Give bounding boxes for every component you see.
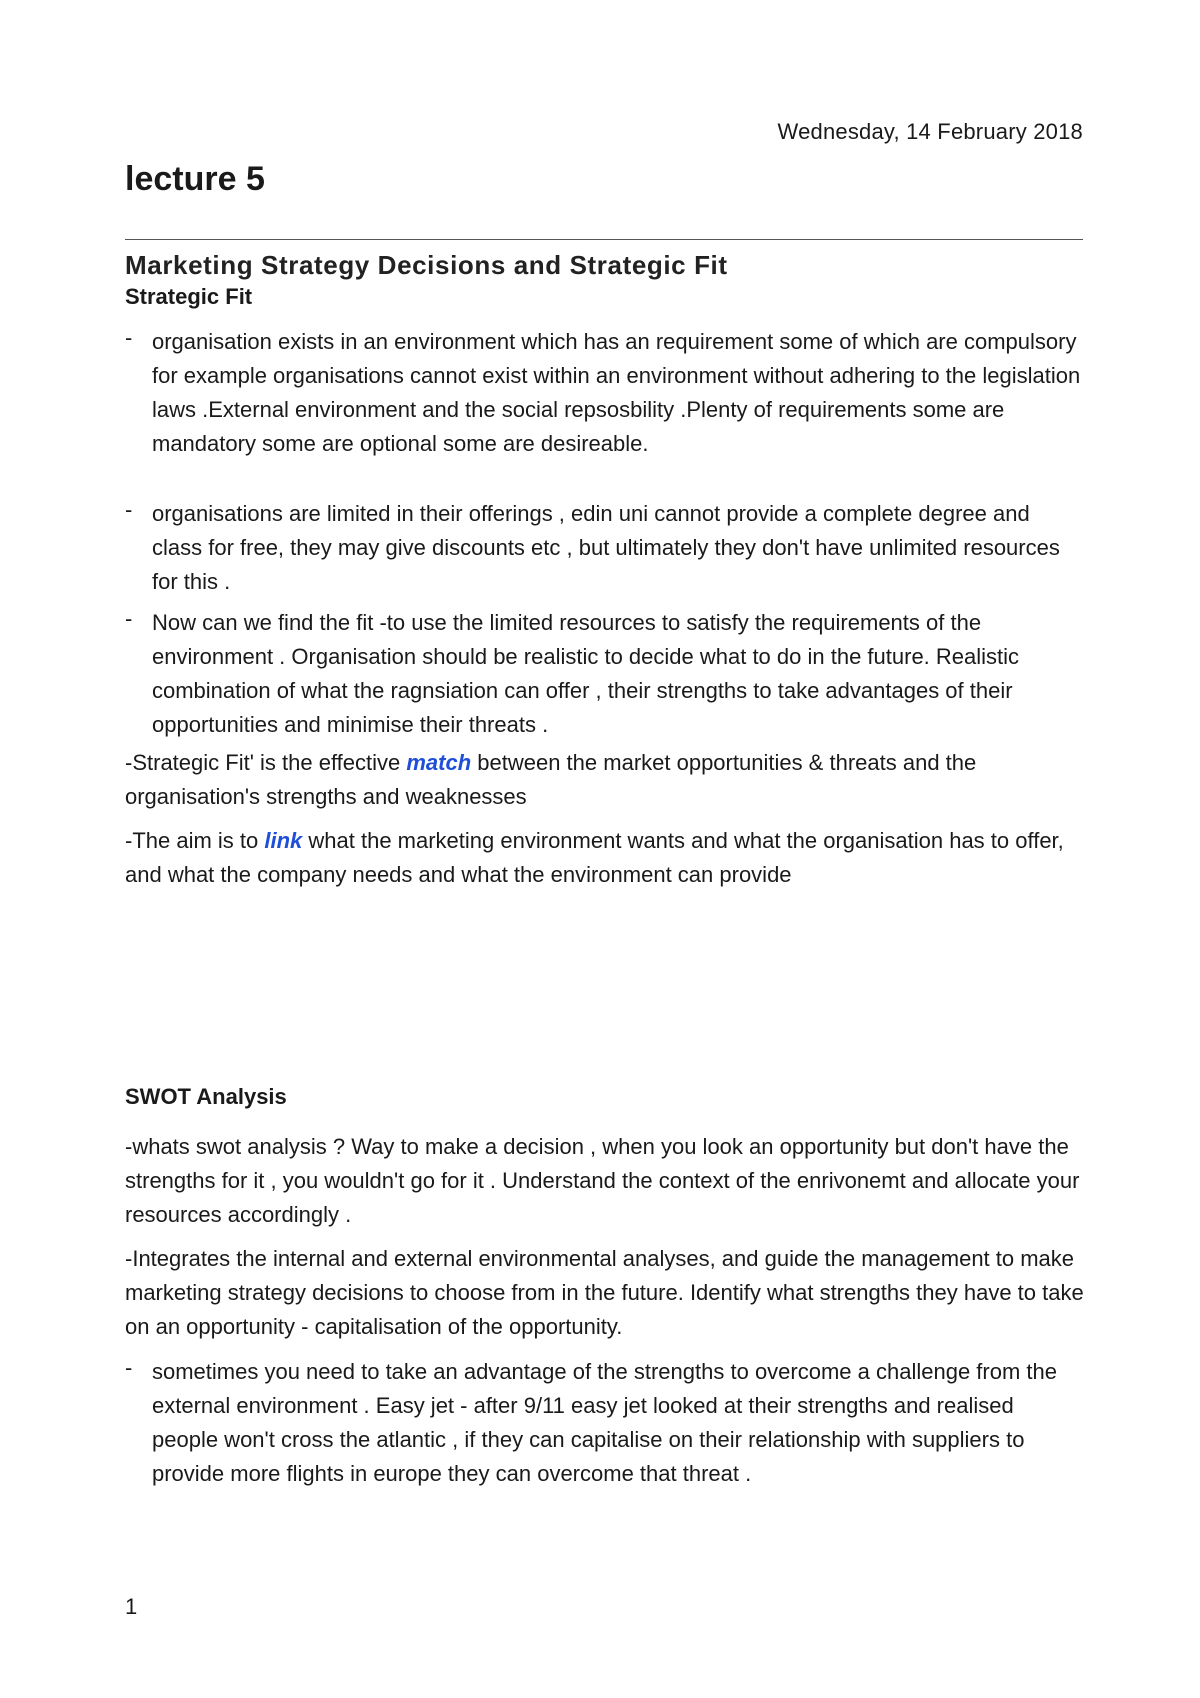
bullet-marker: - — [125, 325, 133, 350]
paragraph-swot-integrates: -Integrates the internal and external environmental analyses, and guide the management to make marketing strategy decisions to choose from in the future. Identify what strengths they have to take on an opportunity - capitalisation of the opportunity. — [125, 1246, 1084, 1339]
paragraph-aim — [125, 824, 1085, 892]
paragraph-text: -Strategic Fit' is the effective — [125, 750, 407, 775]
title-divider — [125, 239, 1083, 240]
section-heading-strategic-fit: Strategic Fit — [125, 284, 253, 309]
section-heading-swot: SWOT Analysis — [125, 1084, 287, 1109]
page-title: lecture 5 — [125, 160, 265, 198]
bullet-marker: - — [125, 1355, 133, 1380]
paragraph-text: -The aim is to — [125, 828, 265, 853]
paragraph-text: what the marketing environment wants and what the organisation has to offer, and what the company needs and what the environment can provide — [125, 828, 1064, 887]
bullet-marker: - — [125, 606, 133, 631]
list-item-text: organisations are limited in their offerings , edin uni cannot provide a complete degree and class for free, they may give discounts etc , but ultimately they don't have unlimited resources for this . — [152, 501, 1060, 594]
list-item-text: organisation exists in an environment which has an requirement some of which are compulsory for example organisations cannot exist within an environment without adhering to the legislation laws .External environment and the social repsosbility .Plenty of requirements some are mandatory some are optional some are desireable. — [152, 329, 1081, 456]
emphasis-text: match — [406, 750, 472, 775]
document-date: Wednesday, 14 February 2018 — [777, 119, 1083, 144]
list-item — [125, 606, 1085, 742]
page-number: 1 — [125, 1594, 138, 1619]
list-item — [125, 325, 1085, 461]
page-subtitle: Marketing Strategy Decisions and Strategic Fit — [125, 250, 728, 280]
list-item-text: sometimes you need to take an advantage of the strengths to overcome a challenge from the external environment . Easy jet - after 9/11 easy jet looked at their strengths and realised people won't cross the atlantic , if they can capitalise on their relationship with suppliers to provide more flights in europe they can overcome that threat . — [152, 1359, 1057, 1486]
emphasis-text: link — [264, 828, 303, 853]
bullet-marker: - — [125, 497, 133, 522]
paragraph-swot-what: -whats swot analysis ? Way to make a decision , when you look an opportunity but don't have the strengths for it , you wouldn't go for it . Understand the context of the enrivonemt and allocate your resources accordingly . — [125, 1134, 1080, 1227]
list-item-text: Now can we find the fit -to use the limited resources to satisfy the requirements of the environment . Organisation should be realistic to decide what to do in the future. Realistic combination of what the ragnsiation can offer , their strengths to take advantages of their opportunities and minimise their threats . — [152, 610, 1020, 737]
paragraph-text: between the market opportunities & threats and the organisation's strengths and weaknesses — [125, 750, 977, 809]
list-item — [125, 497, 1085, 599]
paragraph-strategic-fit-definition — [125, 746, 1085, 814]
list-item — [125, 1355, 1085, 1491]
